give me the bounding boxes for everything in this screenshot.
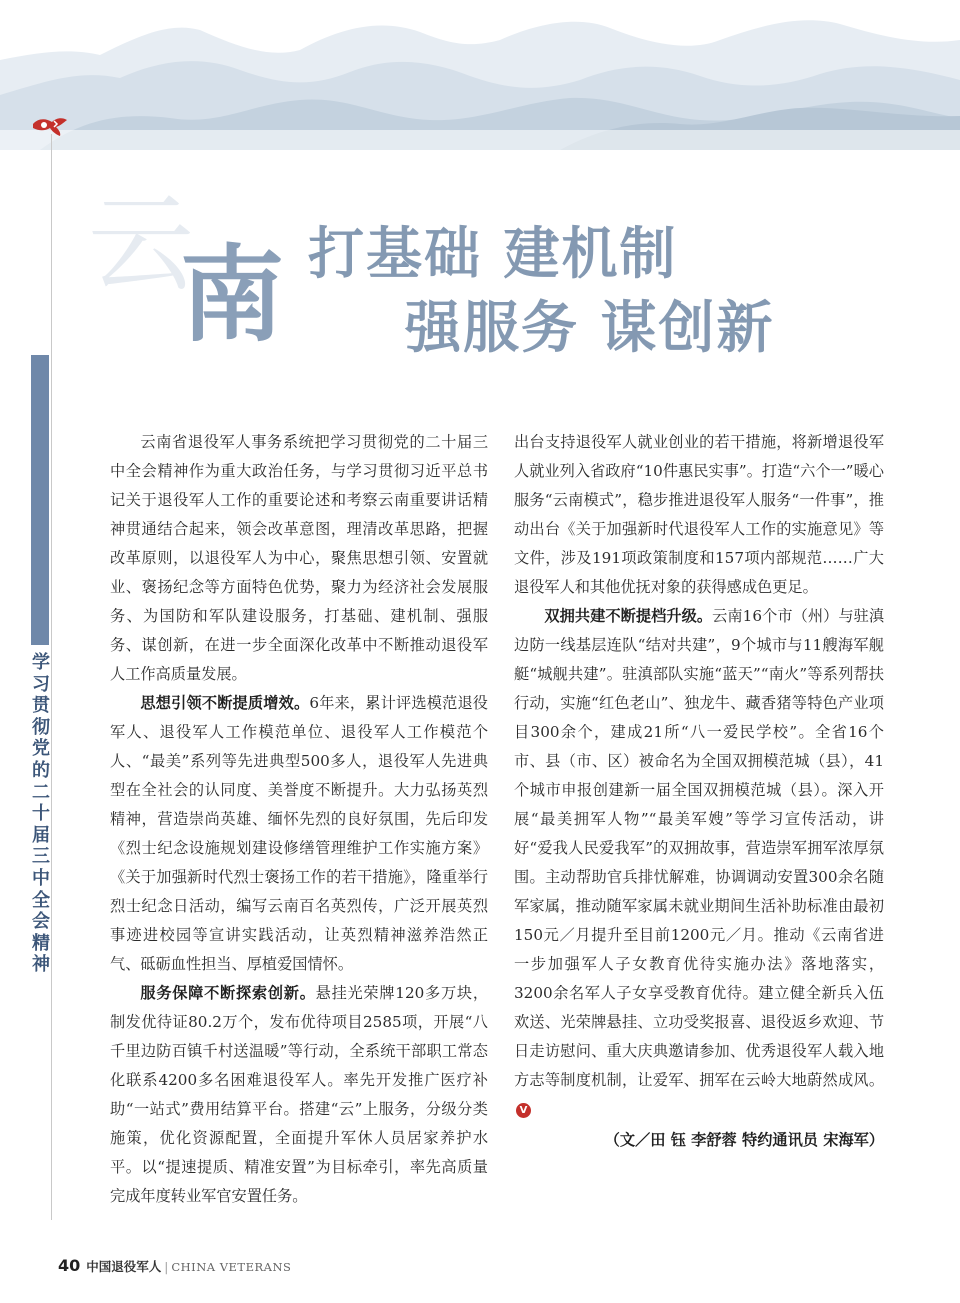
section-heading: 思想引领不断提质增效。 — [140, 694, 310, 712]
section-thought-guidance — [110, 689, 488, 979]
headline-line-2: 强服务 谋创新 — [405, 295, 775, 361]
title-region-char-nan: 南 — [180, 233, 285, 356]
page-footer — [58, 1256, 291, 1277]
section-service-guarantee — [110, 979, 488, 1211]
title-region-char-yun: 云 — [88, 183, 196, 306]
section-heading: 双拥共建不断提档升级。 — [544, 607, 713, 625]
footer-separator: | — [164, 1260, 169, 1274]
article-column-right — [514, 428, 884, 1155]
section-body: 悬挂光荣牌120多万块，制发优待证80.2万个，发布优待项目2585项，开展“八千里边防百镇千村送温暖”等行动，全系统干部职工常态化联系4200多名困难退役军人。率先开发推广医疗补助“一站式”费用结算平台。搭建“云”上服务，分级分类施策，优化资源配置，全面提升军休人员居家养护水平。以“提速提质、精准安置”为目标牵引，率先高质量完成年度转业军官安置任务。 — [110, 984, 489, 1205]
article-byline: （文／田 钰 李舒蓉 特约通讯员 宋海军） — [604, 1131, 884, 1149]
magazine-name-cn: 中国退役军人 — [86, 1259, 162, 1274]
section-body: 云南16个市（州）与驻滇边防一线基层连队“结对共建”，9个城市与11艘海军舰艇“城舰共建”。驻滇部队实施“蓝天”“南火”等系列帮扶行动，实施“红色老山”、独龙牛、藏香猪等特色产业项目300余个，建成21所“八一爱民学校”。全省16个市、县（市、区）被命名为全国双拥模范城（县），41个城市申报创建新一届全国双拥模范城（县）。深入开展“最美拥军人物”“最美军嫂”等学习宣传活动，讲好“爱我人民爱我军”的双拥故事，营造崇军拥军浓厚氛围。主动帮助官兵排忧解难，协调调动安置300余名随军家属，推动随军家属未就业期间生活补助标准由最初150元／月提升至目前1200元／月。推动《云南省进一步加强军人子女教育优待实施办法》落地落实，3200余名军人子女享受教育优待。建立健全新兵入伍欢送、光荣牌悬挂、立功受奖报喜、退役返乡欢迎、节日走访慰问、重大庆典邀请参加、优秀退役军人载入地方志等制度机制，让爱军、拥军在云岭大地蔚然成风。 — [514, 607, 885, 1089]
section-service-guarantee-continued: 出台支持退役军人就业创业的若干措施，将新增退役军人就业列入省政府“10件惠民实事”。打造“六个一”暖心服务“云南模式”，稳步推进退役军人服务“一件事”，推动出台《关于加强新时代退役军人工作的实施意见》等文件，涉及191项政策制度和157项内部规范……广大退役军人和其他优抚对象的获得感成色更足。 — [514, 433, 884, 596]
sidebar-column-name: 学习贯彻党的二十届三中全会精神 — [32, 652, 50, 976]
mountain-banner — [0, 0, 960, 150]
page-number: 40 — [58, 1256, 81, 1275]
section-body: 6年来，累计评选模范退役军人、退役军人工作模范单位、退役军人工作模范个人、“最美”系列等先进典型500多人，退役军人先进典型在全社会的认同度、美誉度不断提升。大力弘扬英烈精神，营造崇尚英雄、缅怀先烈的良好氛围，先后印发《烈士纪念设施规划建设修缮管理维护工作实施方案》《关于加强新时代烈士褒扬工作的若干措施》，隆重举行烈士纪念日活动，编写云南百名英烈传，广泛开展英烈事迹进校园等宣讲实践活动，让英烈精神滋养浩然正气、砥砺血性担当、厚植爱国情怀。 — [110, 694, 488, 973]
article-intro: 云南省退役军人事务系统把学习贯彻党的二十届三中全会精神作为重大政治任务，与学习贯彻习近平总书记关于退役军人工作的重要论述和考察云南重要讲话精神贯通结合起来，领会改革意图，理清改革思路，把握改革原则，以退役军人为中心，聚焦思想引领、安置就业、褒扬纪念等方面特色优势，聚力为经济社会发展服务、为国防和军队建设服务，打基础、建机制、强服务、谋创新，在进一步全面深化改革中不断推动退役军人工作高质量发展。 — [110, 433, 488, 683]
section-heading: 服务保障不断探索创新。 — [140, 984, 316, 1002]
article-column-left — [110, 428, 488, 1211]
magazine-name-en: CHINA VETERANS — [171, 1260, 292, 1274]
magazine-logo-icon — [30, 112, 70, 138]
end-mark-icon: V — [516, 1103, 531, 1118]
sidebar-accent-bar — [31, 355, 49, 645]
section-double-support — [514, 602, 884, 1124]
left-margin-rule — [51, 134, 52, 1220]
headline-line-1: 打基础 建机制 — [308, 221, 678, 287]
